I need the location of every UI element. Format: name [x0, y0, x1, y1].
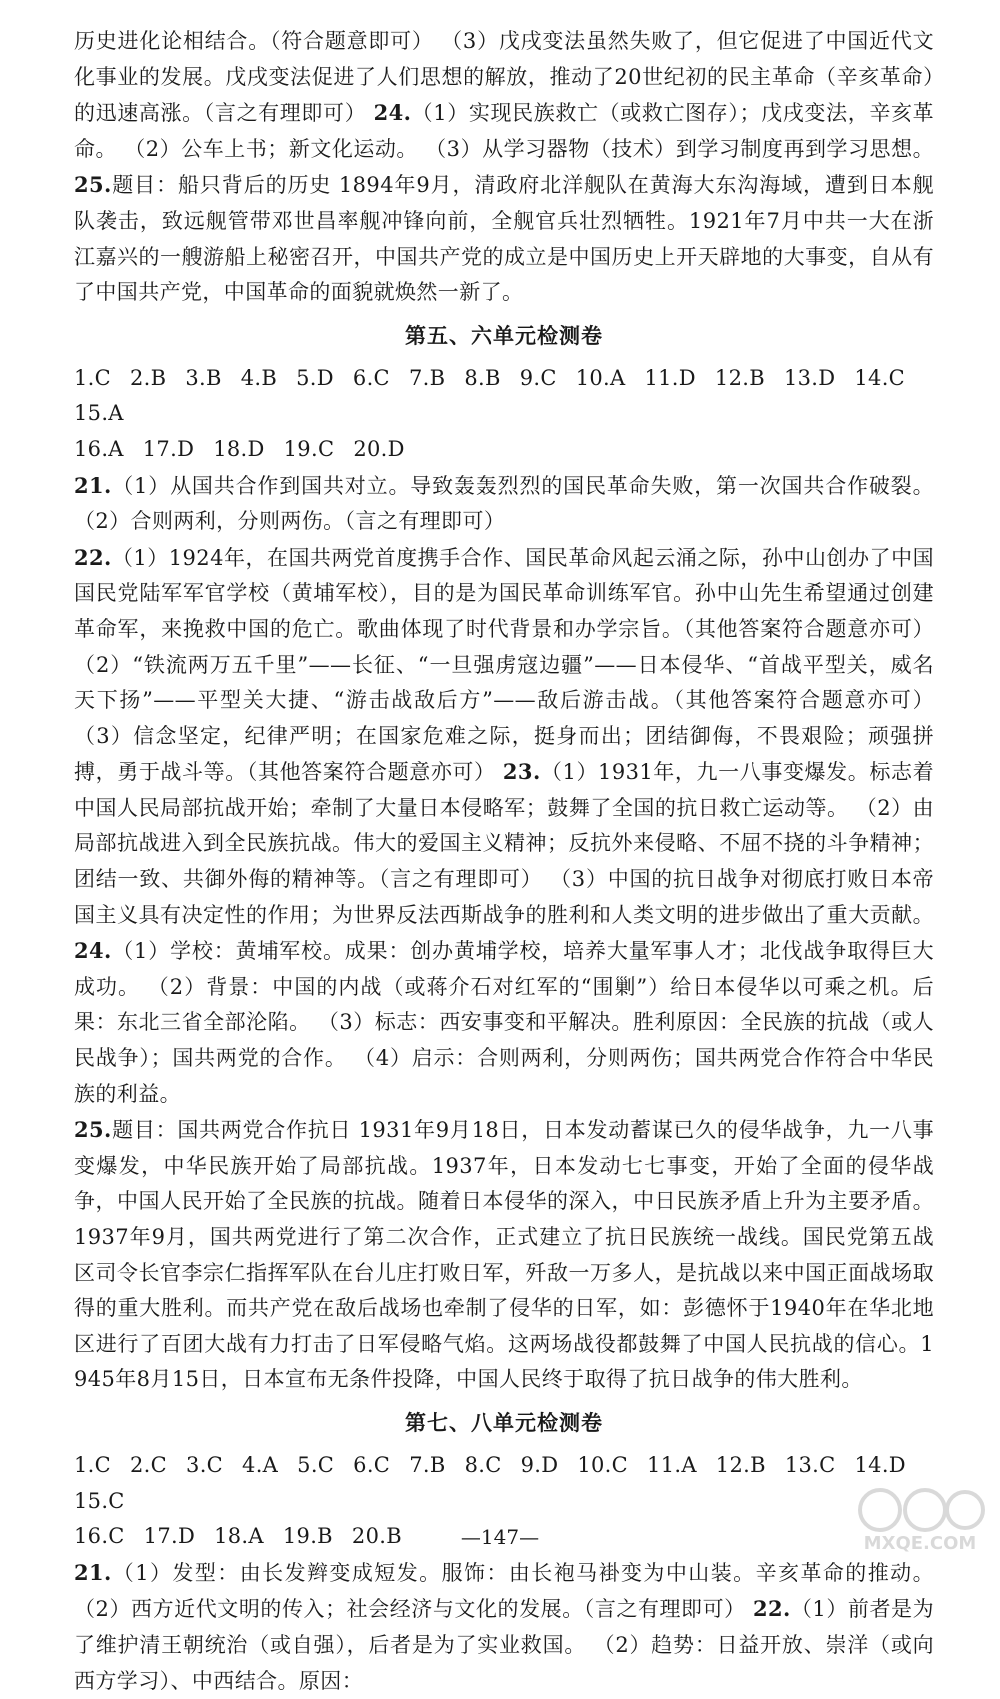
choice-answer: 2.C — [130, 1452, 168, 1477]
choice-answer: 12.B — [714, 365, 765, 390]
choice-answer: 18.D — [213, 436, 265, 461]
choice-answer: 12.B — [715, 1452, 766, 1477]
choice-answer: 9.D — [520, 1452, 559, 1477]
answer-text: （1）发型：由长发辫变成短发。服饰：由长袍马褂变为中山装。辛亥革命的推动。 （2）西方近代文明的传入；社会经济与文化的发展。（言之有理即可） — [74, 1560, 934, 1622]
choice-answer: 5.C — [297, 1452, 335, 1477]
paragraph-continuation — [74, 24, 934, 311]
choice-answer: 6.C — [352, 365, 390, 390]
question-number: 22. — [752, 1596, 791, 1622]
question-number: 25. — [74, 1117, 112, 1143]
choice-answer: 17.D — [143, 1524, 196, 1549]
text-p1: 历史进化论相结合。（符合题意即可） （3）戊戌变法虽然失败了，但它促进了中国近代文化事业的发展。戊戌变法促进了人们思想的解放，推动了20世纪初的民主革命（辛亥革命）的迅速高涨。（言之有理即可） — [74, 29, 934, 126]
choice-answer: 15.C — [74, 1488, 125, 1513]
choice-answer: 1.C — [74, 365, 112, 390]
answer-text: （1）学校：黄埔军校。成果：创办黄埔学校，培养大量军事人才；北伐战争取得巨大成功。 （2）背景：中国的内战（或蒋介石对红军的“围剿”）给日本侵华以可乘之机。后果：东北三省全部沦陷。 （3）标志：西安事变和平解决。胜利原因：全民族的抗战（或人民战争）；国共两党的合作。 （4）启示：合则两利，分则两伤；国共两党合作符合中华民族的利益。 — [74, 939, 934, 1106]
answer-text: （1）1924年，在国共两党首度携手合作、国民革命风起云涌之际，孙中山创办了中国国民党陆军军官学校（黄埔军校），目的是为国民革命训练军官。孙中山先生希望通过创建革命军，来挽救中国的危亡。歌曲体现了时代背景和办学宗旨。（其他答案符合题意亦可） （2）“铁流两万五千里”——长征、“一旦强虏寇边疆”——日本侵华、“首战平型关，威名天下扬”——平型关大捷、“游击战敌后方”——敌后游击战。（其他答案符合题意亦可） （3）信念坚定，纪律严明；在国家危难之际，挺身而出；团结御侮，不畏艰险；顽强拼搏，勇于战斗等。（其他答案符合题意亦可） — [74, 545, 934, 785]
choice-answer: 11.A — [647, 1452, 697, 1477]
choice-answer: 7.B — [408, 365, 446, 390]
choice-answer: 6.C — [353, 1452, 391, 1477]
page-number: —147— — [460, 1525, 540, 1549]
choice-answer: 2.B — [130, 365, 167, 390]
choice-answer: 14.C — [854, 365, 906, 390]
choice-answer: 18.A — [214, 1524, 264, 1549]
choice-answer: 10.A — [575, 365, 626, 390]
choice-answer: 3.C — [186, 1452, 224, 1477]
choice-answer: 16.A — [74, 436, 124, 461]
question-number: 23. — [502, 759, 541, 785]
choice-answer: 14.D — [854, 1452, 906, 1477]
choice-answer: 13.C — [784, 1452, 836, 1477]
text-q24: （1）实现民族救亡（或救亡图存）；戊戌变法，辛亥革命。 （2）公车上书；新文化运动。 （3）从学习器物（技术）到学习制度再到学习思想。 — [74, 101, 934, 161]
watermark-text: MXQE.COM — [863, 1533, 977, 1554]
answer-text: （1）从国共合作到国共对立。导致轰轰烈烈的国民革命失败，第一次国共合作破裂。 （2）合则两利，分则两伤。（言之有理即可） — [74, 473, 934, 534]
answer-q21-q22 — [74, 1555, 934, 1699]
question-number: 24. — [373, 100, 412, 126]
choice-answer: 1.C — [74, 1452, 112, 1477]
question-number: 22. — [74, 544, 112, 570]
choice-answer: 17.D — [142, 436, 195, 461]
choice-answer: 16.C — [74, 1524, 125, 1549]
question-number: 25. — [74, 172, 112, 198]
answer-text: （1）前者是为了维护清王朝统治（或自强），后者是为了实业救国。 （2）趋势：日益开放、崇洋（或向西方学习）、中西结合。原因： — [74, 1597, 934, 1693]
section-title: 第五、六单元检测卷 — [405, 322, 603, 348]
question-number: 24. — [74, 938, 112, 964]
choice-answers — [74, 361, 934, 468]
text-q25: 题目：船只背后的历史 1894年9月，清政府北洋舰队在黄海大东沟海域，遭到日本舰队袭击，致远舰管带邓世昌率舰冲锋向前，全舰官兵壮烈牺牲。1921年7月中共一大在浙江嘉兴的一艘游船上秘密召开，中国共产党的成立是中国历史上开天辟地的大事变，自从有了中国共产党，中国革命的面貌就焕然一新了。 — [74, 173, 934, 305]
question-number: 21. — [74, 472, 112, 498]
choice-answer: 3.B — [185, 365, 222, 390]
section-title: 第七、八单元检测卷 — [405, 1409, 603, 1435]
choice-answer: 11.D — [644, 365, 696, 390]
choice-answer: 5.D — [296, 365, 334, 390]
choice-answer: 9.C — [519, 365, 557, 390]
choice-answer: 15.A — [74, 401, 124, 426]
choice-answer: 20.D — [353, 436, 405, 461]
choice-answer: 10.C — [577, 1452, 629, 1477]
choice-answer: 19.B — [282, 1524, 333, 1549]
choice-answer: 13.D — [783, 365, 836, 390]
answer-q22-q24 — [74, 540, 934, 1113]
choice-answer: 8.C — [464, 1452, 502, 1477]
answer-text: 题目：国共两党合作抗日 1931年9月18日，日本发动蓄谋已久的侵华战争，九一八事变爆发，中华民族开始了局部抗战。1937年，日本发动七七事变，开始了全面的侵华战争，中国人民开始了全民族的抗战。随着日本侵华的深入，中日民族矛盾上升为主要矛盾。1937年9月，国共两党进行了第二次合作，正式建立了抗日民族统一战线。国民党第五战区司令长官李宗仁指挥军队在台儿庄打败日军，歼敌一万多人，是抗战以来中国正面战场取得的重大胜利。而共产党在敌后战场也牵制了侵华的日军，如：彭德怀于1940年在华北地区进行了百团大战有力打击了日军侵略气焰。这两场战役都鼓舞了中国人民抗战的信心。1945年8月15日，日本宣布无条件投降，中国人民终于取得了抗日战争的伟大胜利。 — [74, 1118, 934, 1392]
choice-answer: 19.C — [283, 436, 335, 461]
answer-q25 — [74, 1112, 934, 1398]
choice-answer: 20.B — [351, 1524, 402, 1549]
choice-answer: 8.B — [464, 365, 501, 390]
document-page — [74, 24, 934, 1699]
answer-q21 — [74, 468, 934, 540]
choice-answer: 4.B — [240, 365, 278, 390]
question-number: 21. — [74, 1559, 112, 1585]
choice-answer: 4.A — [242, 1452, 279, 1477]
answer-text: （1）1931年，九一八事变爆发。标志着中国人民局部抗战开始；牵制了大量日本侵略军；鼓舞了全国的抗日救亡运动等。 （2）由局部抗战进入到全民族抗战。伟大的爱国主义精神；反抗外来侵略、不屈不挠的斗争精神；团结一致、共御外侮的精神等。（言之有理即可） （3）中国的抗日战争对彻底打败日本帝国主义具有决定性的作用；为世界反法西斯战争的胜利和人类文明的进步做出了重大贡献。 — [74, 760, 934, 927]
choice-answer: 7.B — [409, 1452, 446, 1477]
